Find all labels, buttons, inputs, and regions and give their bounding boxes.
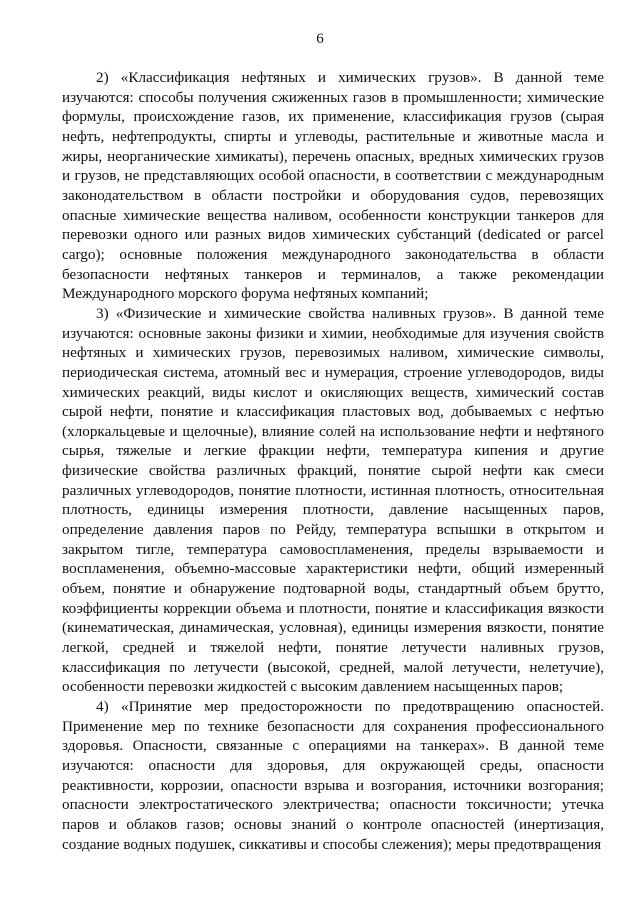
- page-number: 6: [316, 31, 324, 47]
- paragraph-topic-2: 2) «Классификация нефтяных и химических грузов». В данной теме изучаются: способы получения сжиженных газов в промышленности; химические формулы, происхождение газов, их применение, классификация грузов (сырая нефть, нефтепродукты, спирты и углеводы, растительные и животные масла и жиры, неорганические химикаты), перечень опасных, вредных химических грузов и грузов, не представляющих особой опасности, в соответствии с международным законодательством в области постройки и оборудования судов, перевозящих опасные химические вещества наливом, особенности конструкции танкеров для перевозки одного или разных видов химических субстанций (dedicated or parcel cargo); основные положения международного законодательства в области безопасности нефтяных танкеров и терминалов, а также рекомендации Международного морского форума нефтяных компаний;: [62, 69, 604, 303]
- document-body: [62, 68, 604, 854]
- paragraph-topic-4: 4) «Принятие мер предосторожности по предотвращению опасностей. Применение мер по технике безопасности для сохранения профессионального здоровья. Опасности, связанные с операциями на танкерах». В данной теме изучаются: опасности для здоровья, для окружающей среды, опасности реактивности, коррозии, опасности взрыва и возгорания, источники возгорания; опасности электростатического электричества; опасности токсичности; утечка паров и облаков газов; основы знаний о контроле опасностей (инертизация, создание водных подушек, сиккативы и способы слежения); меры предотвращения: [62, 698, 604, 853]
- paragraph-topic-3: 3) «Физические и химические свойства наливных грузов». В данной теме изучаются: основные законы физики и химии, необходимые для изучения свойств нефтяных и химических грузов, перевозимых наливом, химические символы, периодическая система, атомный вес и нумерация, строение углеводородов, виды химических реакций, виды кислот и окисляющих веществ, химический состав сырой нефти, понятие и классификация пластовых вод, добываемых с нефтью (хлоркальцевые и щелочные), влияние солей на использование нефти и нефтяного сырья, тяжелые и легкие фракции нефти, температура кипения и другие физические свойства различных фракций, понятие сырой нефти как смеси различных углеводородов, понятие плотности, истинная плотность, относительная плотность, единицы измерения плотности, давление насыщенных паров, определение давления паров по Рейду, температура вспышки в открытом и закрытом тигле, температура самовоспламенения, пределы взрываемости и воспламенения, объемно-массовые характеристики нефти, общий измеренный объем, понятие и обнаружение подтоварной воды, стандартный объем брутто, коэффициенты коррекции объема и плотности, понятие и классификация вязкости (кинематическая, динамическая, условная), единицы измерения вязкости, понятие легкой, средней и тяжелой нефти, понятие летучести наливных грузов, классификация по летучести (высокой, средней, малой летучести, нелетучие), особенности перевозки жидкостей с высоким давлением насыщенных паров;: [62, 304, 604, 696]
